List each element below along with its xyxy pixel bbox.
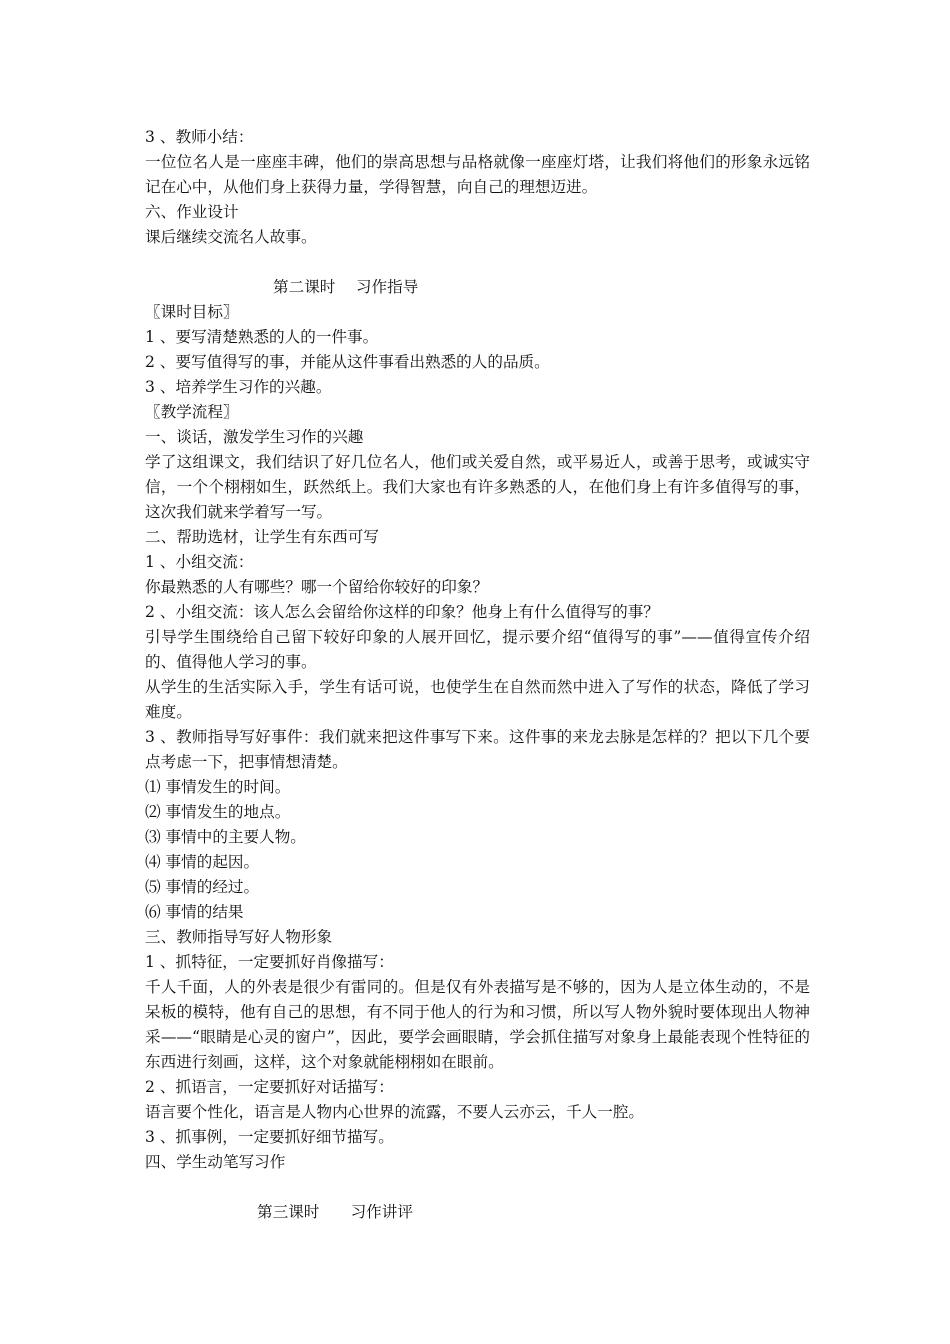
list-item: 1 、小组交流： [145, 553, 254, 571]
lesson-two-title: 第二课时 习作指导 [273, 278, 419, 296]
key-point-item: ⑸ 事情的经过。 [145, 878, 260, 896]
key-point-item: ⑴ 事情发生的时间。 [145, 778, 291, 796]
paragraph: 千人千面，人的外表是很少有雷同的。但是仅有外表描写是不够的，因为人是立体生动的，不是呆板的模特，他有自己的思想，有不同于他人的行为和习惯，所以写人物外貌时要体现出人物神采——“眼睛是心灵的窗户”，因此，要学会画眼睛，学会抓住描写对象身上最能表现个性特征的东西进行刻画，这样，这个对象就能栩栩如在眼前。 [145, 978, 810, 1071]
key-point-item: ⑶ 事情中的主要人物。 [145, 828, 306, 846]
teaching-process-heading: 〖教学流程〗 [145, 403, 239, 421]
key-point-item: ⑵ 事情发生的地点。 [145, 803, 291, 821]
homework-heading: 六、作业设计 [145, 203, 239, 221]
section-heading: 二、帮助选材，让学生有东西可写 [145, 528, 379, 546]
list-item: 3 、抓事例，一定要抓好细节描写。 [145, 1128, 394, 1146]
spacer [145, 1175, 810, 1200]
paragraph: 语言要个性化，语言是人物内心世界的流露，不要人云亦云，千人一腔。 [145, 1103, 645, 1121]
goal-item: 1 、要写清楚熟悉的人的一件事。 [145, 328, 379, 346]
section-heading: 三、教师指导写好人物形象 [145, 928, 333, 946]
teacher-summary-heading: 3 、教师小结： [145, 128, 254, 146]
key-point-item: ⑷ 事情的起因。 [145, 853, 260, 871]
paragraph: 从学生的生活实际入手，学生有话可说，也使学生在自然而然中进入了写作的状态，降低了学习难度。 [145, 678, 810, 721]
document-page [145, 125, 810, 1225]
lesson-goals-heading: 〖课时目标〗 [145, 303, 239, 321]
list-item: 1 、抓特征，一定要抓好肖像描写： [145, 953, 394, 971]
paragraph: 3 、教师指导写好事件：我们就来把这件事写下来。这件事的来龙去脉是怎样的？把以下几个要点考虑一下，把事情想清楚。 [145, 728, 810, 771]
list-item: 2 、抓语言，一定要抓好对话描写： [145, 1078, 394, 1096]
key-point-item: ⑹ 事情的结果 [145, 903, 244, 921]
paragraph: 引导学生围绕给自己留下较好印象的人展开回忆，提示要介绍“值得写的事”——值得宣传介绍的、值得他人学习的事。 [145, 628, 810, 671]
goal-item: 2 、要写值得写的事，并能从这件事看出熟悉的人的品质。 [145, 353, 550, 371]
homework-text: 课后继续交流名人故事。 [145, 228, 317, 246]
spacer [145, 250, 810, 275]
question-text: 你最熟悉的人有哪些？哪一个留给你较好的印象？ [145, 578, 489, 596]
paragraph: 学了这组课文，我们结识了好几位名人，他们或关爱自然，或平易近人，或善于思考，或诚实守信，一个个栩栩如生，跃然纸上。我们大家也有许多熟悉的人，在他们身上有许多值得写的事，这次我们就来学着写一写。 [145, 453, 810, 521]
teacher-summary-text: 一位位名人是一座座丰碑，他们的崇高思想与品格就像一座座灯塔，让我们将他们的形象永远铭记在心中，从他们身上获得力量，学得智慧，向自己的理想迈进。 [145, 153, 810, 196]
goal-item: 3 、培养学生习作的兴趣。 [145, 378, 332, 396]
list-item: 2 、小组交流：该人怎么会留给你这样的印象？他身上有什么值得写的事？ [145, 603, 659, 621]
section-heading: 一、谈话，激发学生习作的兴趣 [145, 428, 364, 446]
lesson-three-title: 第三课时 习作讲评 [257, 1203, 413, 1221]
section-heading: 四、学生动笔写习作 [145, 1153, 286, 1171]
